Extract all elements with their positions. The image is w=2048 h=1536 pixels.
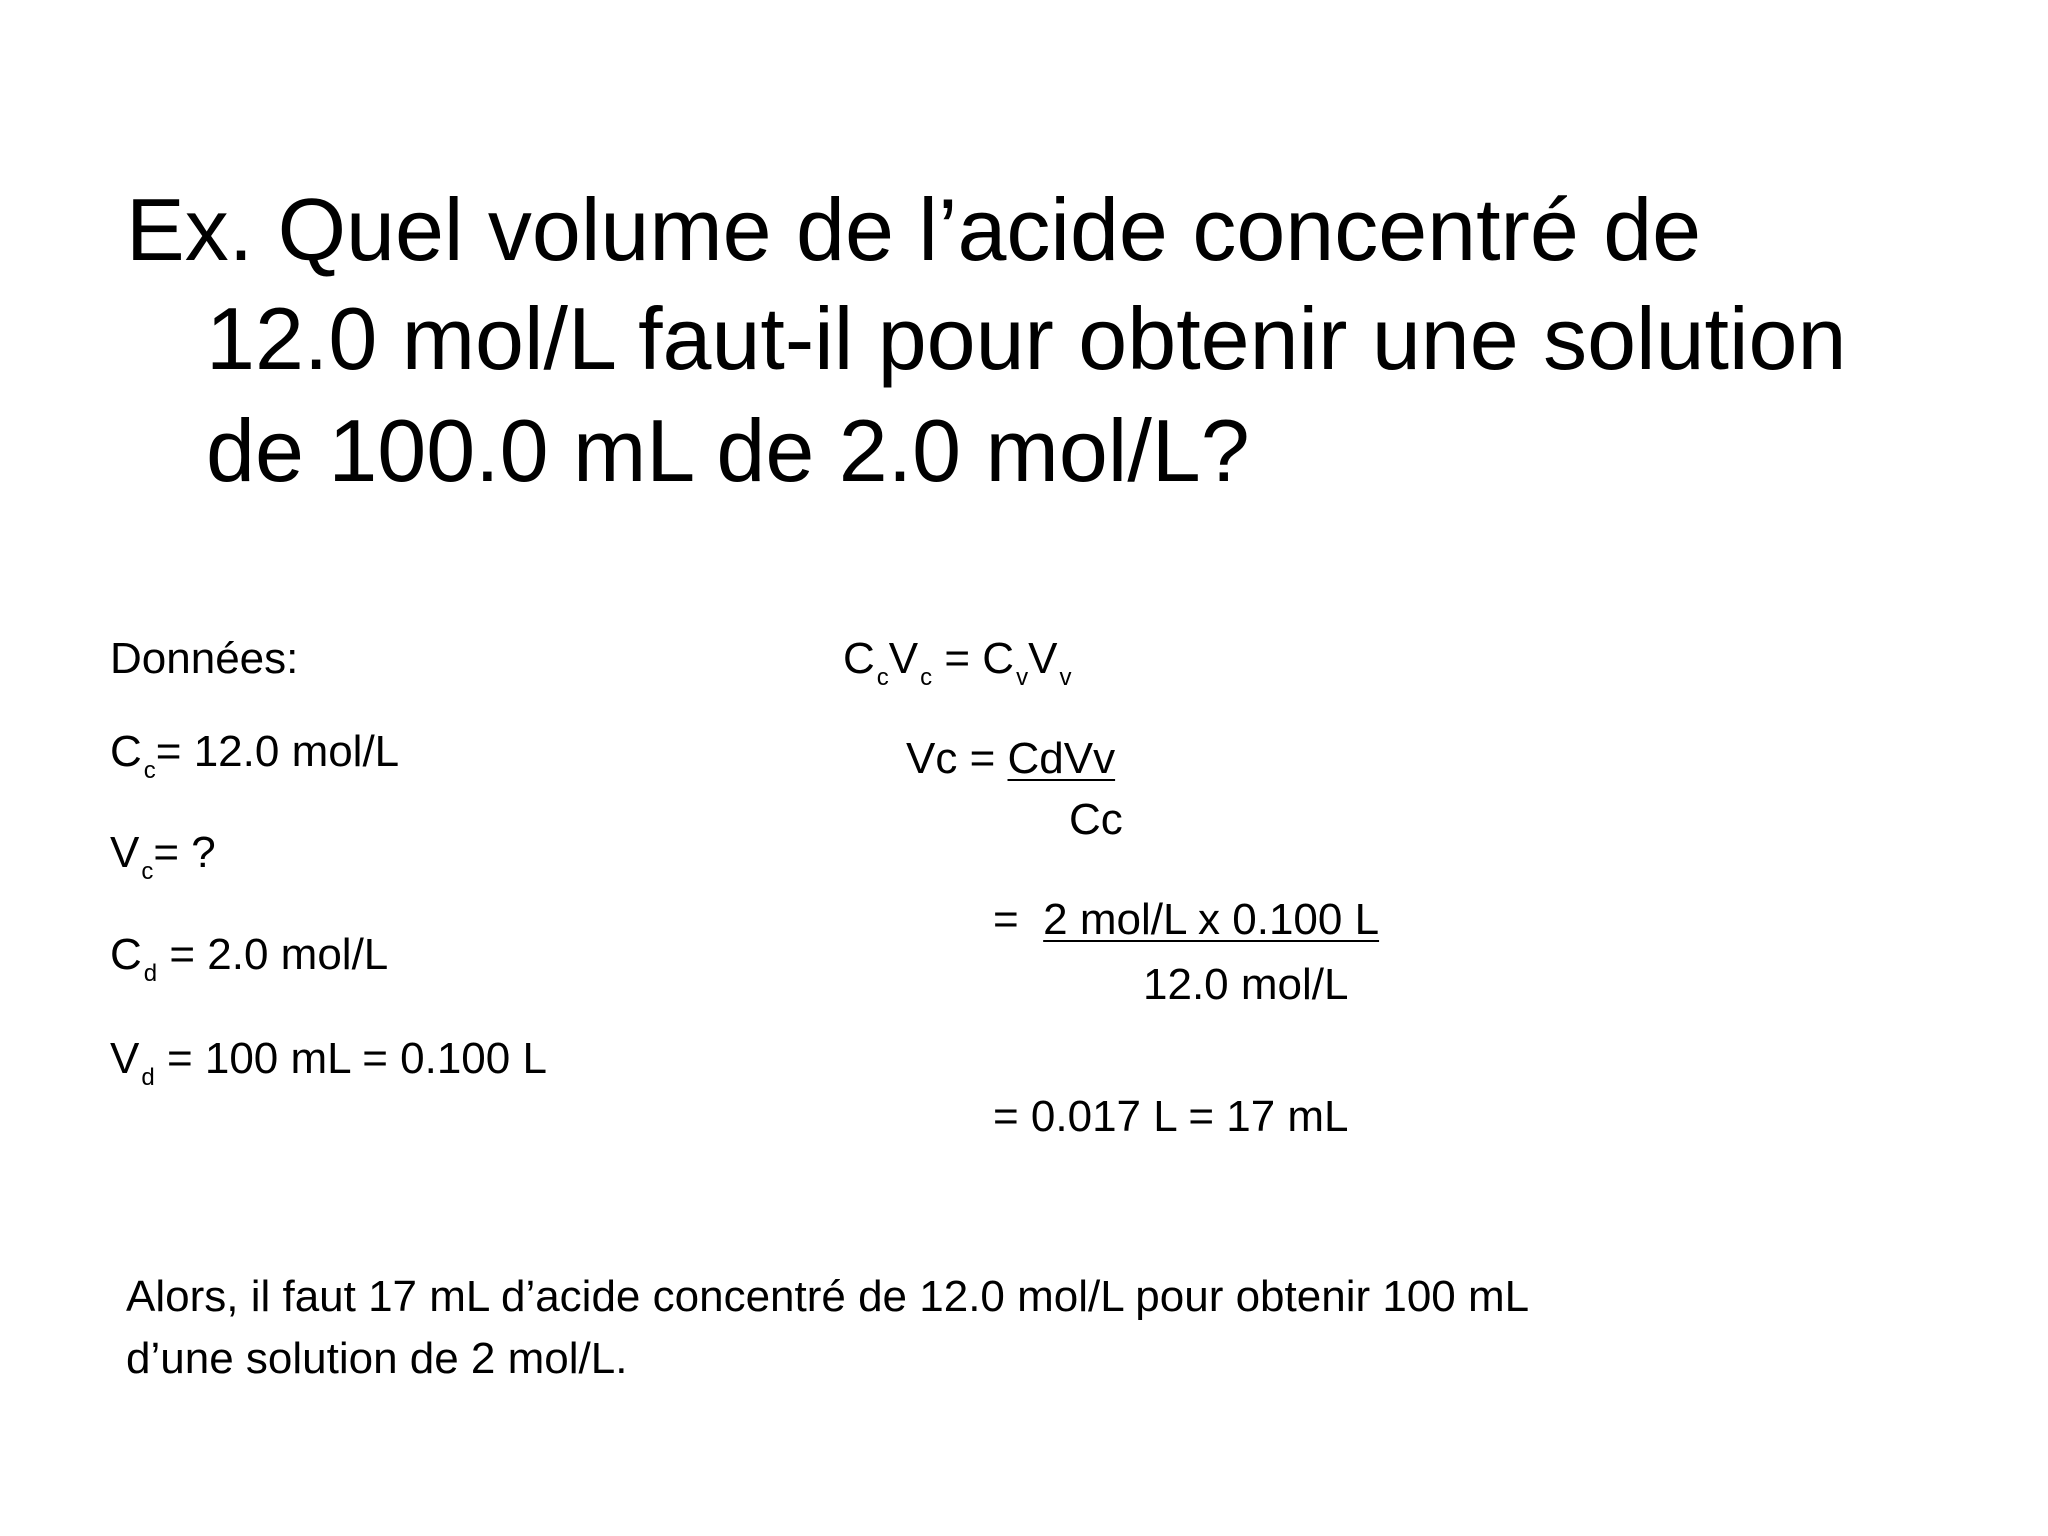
formula-c2: C — [982, 634, 1015, 683]
given-vc-subscript: c — [141, 858, 154, 885]
formula-c2-subscript: v — [1016, 664, 1029, 691]
formula-c1: C — [843, 634, 875, 683]
given-cd — [110, 930, 389, 987]
substitution-denominator: 12.0 mol/L — [1143, 960, 1349, 1009]
rearranged-denominator: Cc — [1069, 795, 1123, 844]
given-vc — [110, 828, 216, 885]
formula-v2-subscript: v — [1059, 664, 1072, 691]
given-vd-value: = 100 mL = 0.100 L — [154, 1034, 547, 1083]
conclusion-line-1: Alors, il faut 17 mL d’acide concentré de 12.0 mol/L pour obtenir 100 mL — [126, 1272, 1530, 1321]
given-vd — [110, 1034, 547, 1091]
title-line-3: de 100.0 mL de 2.0 mol/L? — [206, 401, 1250, 500]
dilution-formula — [843, 634, 1072, 691]
formula-c1-subscript: c — [876, 664, 889, 691]
given-cc — [110, 727, 400, 784]
given-cc-subscript: c — [143, 757, 156, 784]
given-vc-symbol: V — [110, 828, 140, 877]
conclusion-line-2: d’une solution de 2 mol/L. — [126, 1334, 628, 1383]
rearranged-lhs: Vc = — [906, 734, 1008, 783]
formula-equals: = — [932, 634, 983, 683]
formula-v1: V — [888, 634, 919, 683]
given-cd-symbol: C — [110, 930, 142, 979]
given-cd-value: = 2.0 mol/L — [157, 930, 389, 979]
given-heading: Données: — [110, 634, 299, 683]
given-vd-subscript: d — [141, 1064, 155, 1091]
title-line-1: Ex. Quel volume de l’acide concentré de — [126, 180, 1702, 279]
title-line-2: 12.0 mol/L faut-il pour obtenir une solution — [206, 289, 1847, 388]
rearranged-numerator: CdVv — [1007, 734, 1116, 783]
given-cd-subscript: d — [143, 960, 158, 987]
given-cc-symbol: C — [110, 727, 142, 776]
substitution — [993, 895, 1380, 944]
given-vd-symbol: V — [110, 1034, 140, 1083]
substitution-equals: = — [993, 895, 1044, 944]
given-cc-value: = 12.0 mol/L — [155, 727, 400, 776]
substitution-numerator: 2 mol/L x 0.100 L — [1043, 895, 1380, 944]
result: = 0.017 L = 17 mL — [993, 1092, 1349, 1141]
formula-v2: V — [1028, 634, 1058, 683]
formula-v1-subscript: c — [920, 664, 933, 691]
given-vc-value: = ? — [153, 828, 216, 877]
rearranged-formula — [906, 734, 1116, 783]
